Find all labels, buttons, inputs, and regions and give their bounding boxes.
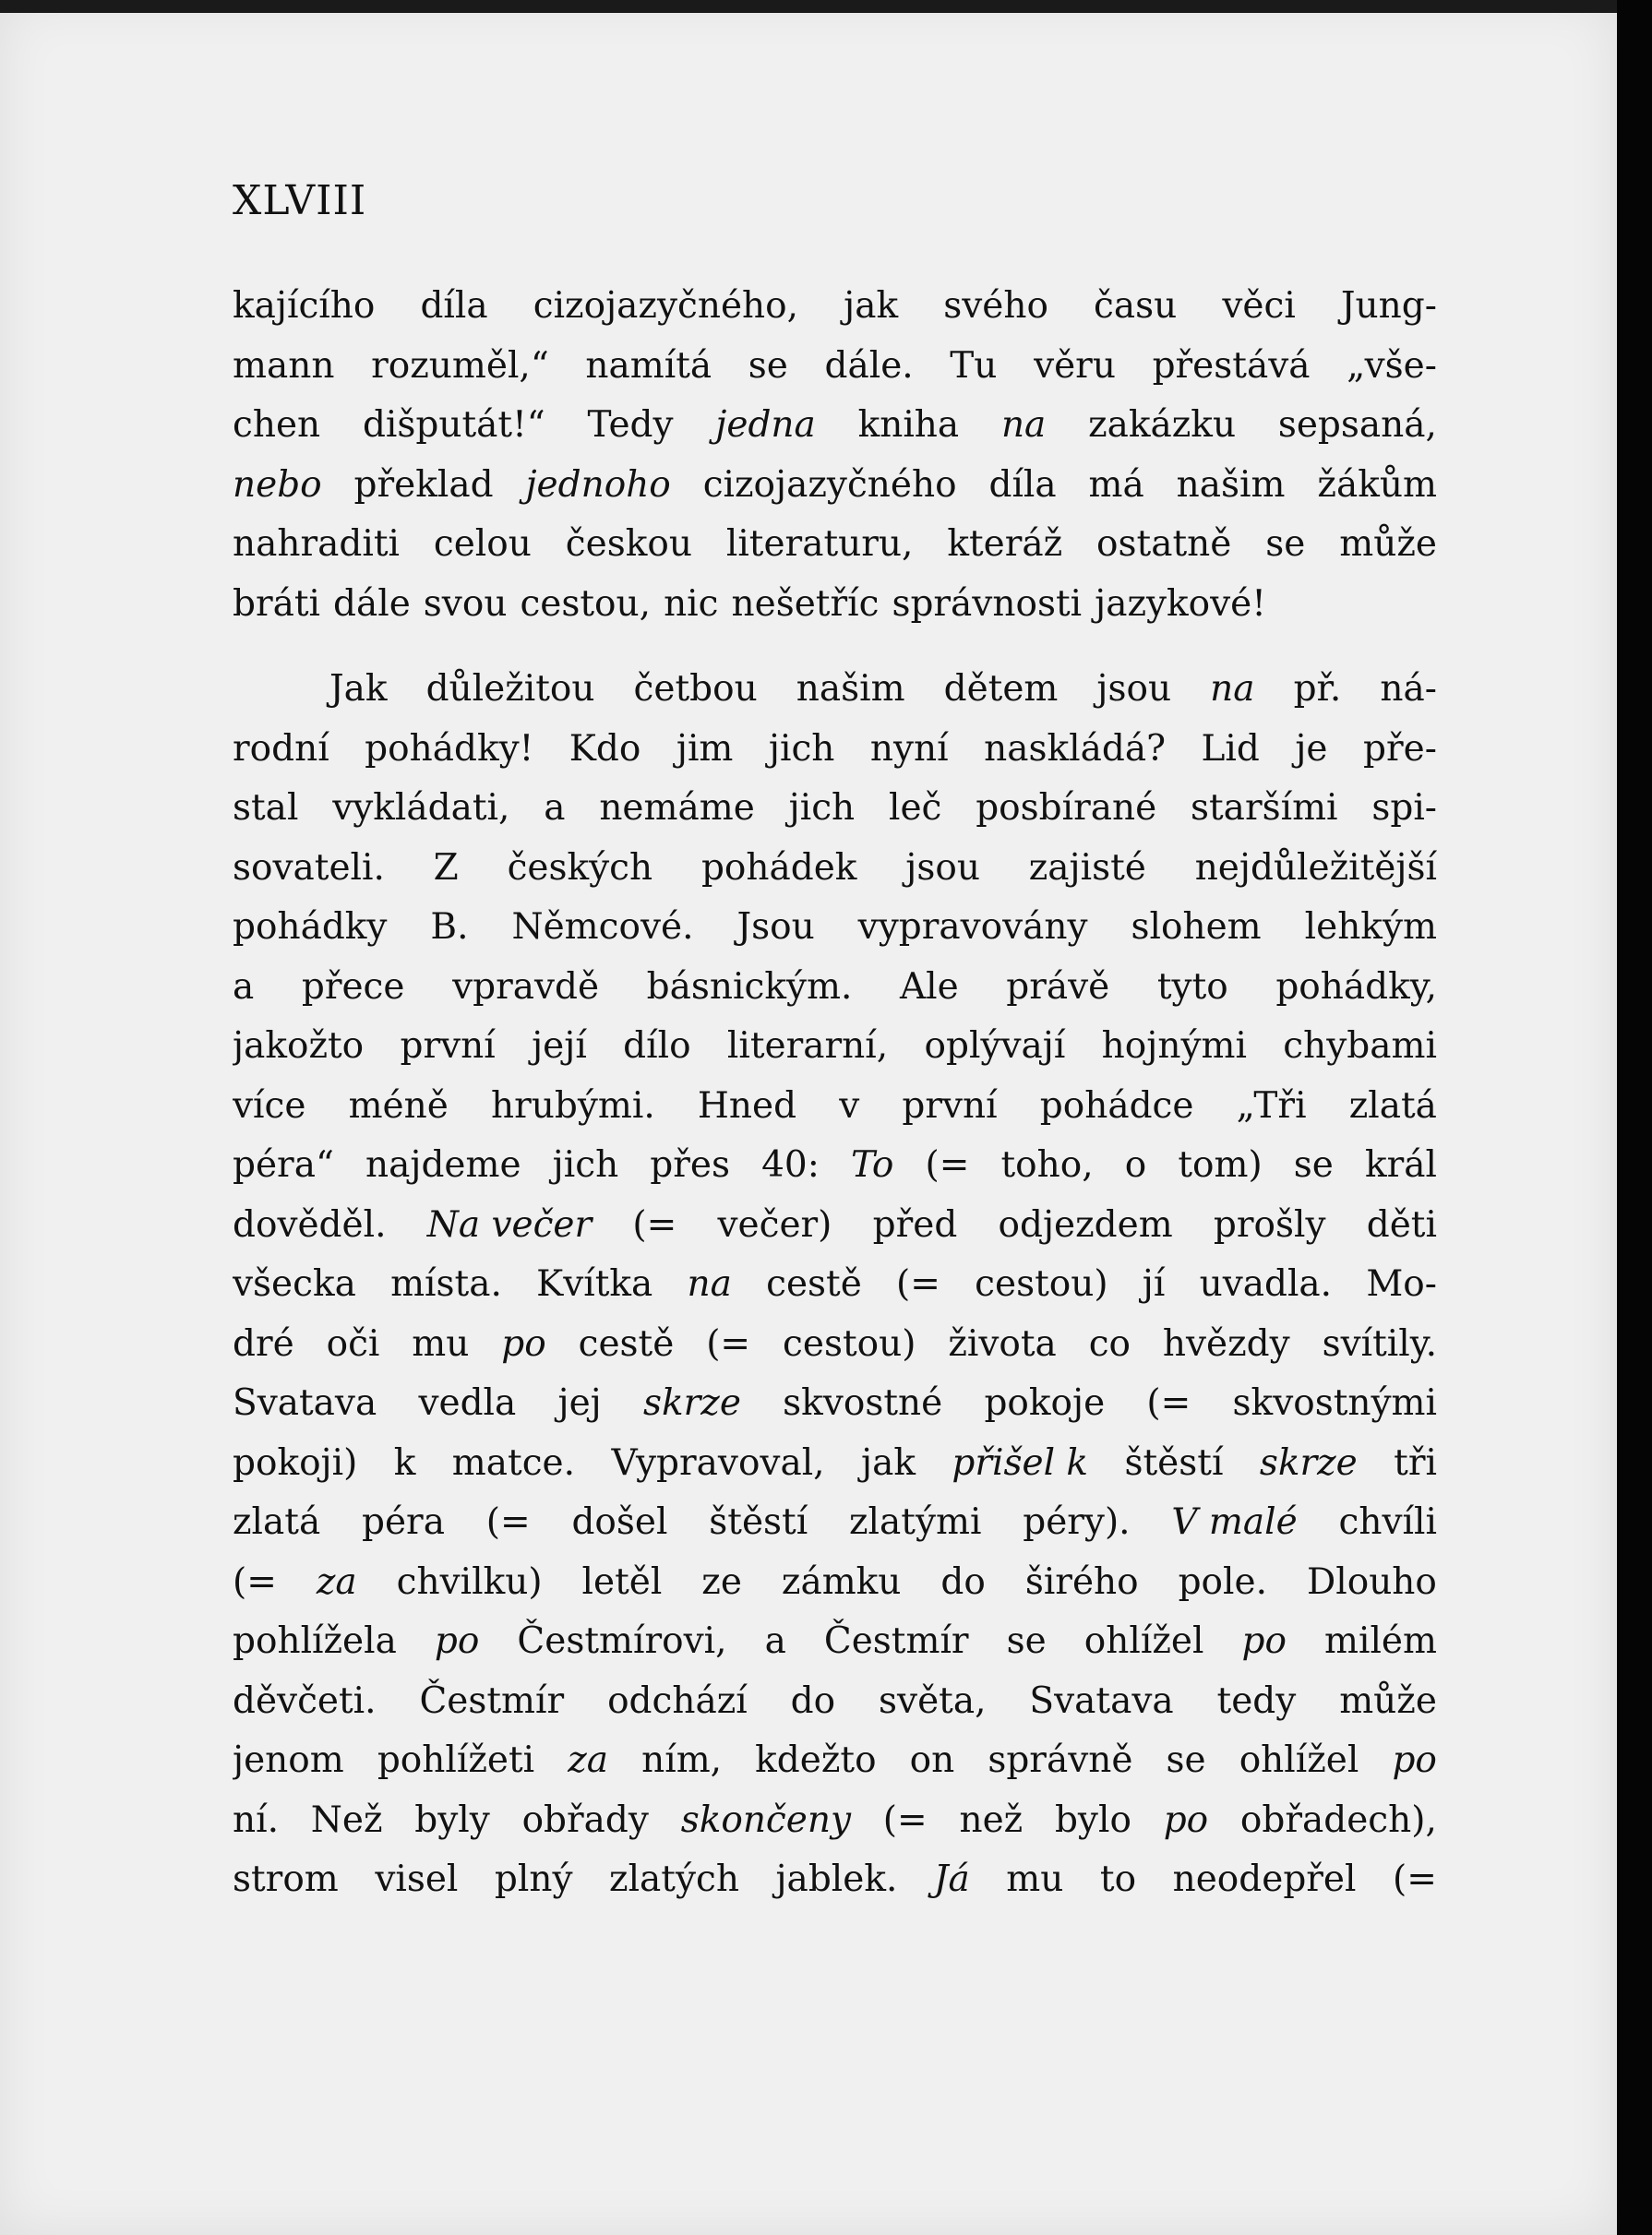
- word: děti: [1366, 1203, 1437, 1246]
- word: místa.: [390, 1263, 502, 1305]
- word: ná-: [1380, 668, 1437, 710]
- word: mann: [233, 344, 335, 387]
- word: pře-: [1363, 727, 1437, 770]
- word: přišel k: [952, 1441, 1089, 1484]
- word: rodní: [233, 727, 329, 770]
- word: jsou: [1096, 668, 1172, 710]
- word: (=: [485, 1501, 531, 1543]
- text-line: [233, 337, 1437, 397]
- word: uvadla.: [1199, 1263, 1333, 1305]
- text-line: [233, 456, 1437, 516]
- word: toho,: [1000, 1144, 1094, 1186]
- word: Vypravoval,: [611, 1441, 825, 1484]
- text-line: [233, 1791, 1437, 1851]
- word: B.: [430, 906, 469, 948]
- word: Ale: [899, 965, 959, 1008]
- word: všecka: [233, 1263, 356, 1305]
- word: Mo-: [1366, 1263, 1437, 1305]
- word: hojnými: [1101, 1025, 1247, 1067]
- word: spi-: [1371, 787, 1437, 829]
- word: Kvítka: [536, 1263, 653, 1305]
- word: než: [959, 1799, 1024, 1841]
- word: po: [434, 1620, 480, 1662]
- word: ní.: [233, 1799, 279, 1841]
- text-line: [233, 779, 1437, 839]
- word: jak: [861, 1441, 916, 1484]
- word: pole.: [1178, 1560, 1267, 1603]
- text-line: [233, 1196, 1437, 1256]
- word: pohádky: [233, 906, 388, 948]
- word: věci: [1222, 285, 1296, 327]
- text-line: [233, 396, 1437, 456]
- word: mu: [1006, 1859, 1064, 1900]
- word: jich: [768, 727, 835, 770]
- word: jak: [844, 285, 899, 327]
- text-line: [233, 1077, 1437, 1137]
- word: na: [1000, 404, 1047, 446]
- text-line: [233, 1612, 1437, 1672]
- word: milém: [1324, 1620, 1437, 1662]
- word: jich: [552, 1144, 619, 1186]
- word: pohádek: [700, 846, 857, 889]
- word: nemáme: [599, 787, 755, 829]
- word: Hned: [697, 1084, 797, 1127]
- word: (=: [1393, 1859, 1437, 1900]
- word: skončeny: [680, 1799, 852, 1841]
- word: zlatá: [1348, 1084, 1437, 1127]
- text-line: [233, 958, 1437, 1018]
- word: večer): [717, 1203, 832, 1246]
- text-line: [233, 1493, 1437, 1553]
- word: pohádky,: [1275, 965, 1437, 1008]
- text-line: [233, 277, 1437, 337]
- word: jej: [557, 1382, 602, 1424]
- word: odjezdem: [998, 1203, 1173, 1246]
- word: pohádky!: [365, 727, 534, 770]
- word: bylo: [1054, 1799, 1131, 1841]
- word: českých: [507, 846, 653, 889]
- word: širého: [1024, 1560, 1139, 1603]
- word: přes: [650, 1144, 730, 1186]
- word: v: [839, 1084, 860, 1127]
- word: skvostnými: [1232, 1382, 1437, 1424]
- word: první: [902, 1084, 998, 1127]
- word: ohlížel: [1239, 1739, 1359, 1781]
- word: první: [400, 1025, 496, 1067]
- word: jakožto: [233, 1025, 365, 1067]
- word: jednoho: [525, 463, 671, 506]
- word: a: [544, 787, 566, 829]
- text-line: [233, 1017, 1437, 1077]
- word: Jak: [329, 668, 388, 710]
- word: tři: [1394, 1441, 1437, 1484]
- text-line: [233, 1315, 1437, 1375]
- text-line: [233, 898, 1437, 958]
- word: pokoji): [233, 1441, 358, 1484]
- scan-top-edge: [0, 0, 1617, 13]
- word: štěstí: [709, 1501, 808, 1543]
- word: namítá: [585, 344, 712, 387]
- word: kniha: [857, 404, 960, 446]
- word: plný: [494, 1859, 573, 1900]
- word: chybami: [1283, 1025, 1437, 1067]
- word: oplývají: [924, 1025, 1066, 1067]
- word: po: [1241, 1620, 1287, 1662]
- body-text: [233, 277, 1437, 1910]
- word: za: [316, 1560, 357, 1603]
- word: věru: [1034, 344, 1116, 387]
- word: celou: [433, 523, 532, 565]
- text-line: [233, 1672, 1437, 1732]
- word: Dlouho: [1306, 1560, 1437, 1603]
- word: dále: [333, 582, 411, 625]
- word: kajícího: [233, 285, 376, 327]
- word: Čestmír: [419, 1679, 565, 1722]
- word: štěstí: [1124, 1441, 1224, 1484]
- word: se: [1166, 1739, 1206, 1781]
- word: života: [948, 1322, 1057, 1365]
- word: našim: [796, 668, 905, 710]
- word: král: [1364, 1144, 1437, 1186]
- word: dišputát!“: [362, 404, 545, 446]
- word: jedna: [715, 404, 816, 446]
- word: př.: [1293, 668, 1342, 710]
- word: Kdo: [569, 727, 641, 770]
- word: V malé: [1171, 1501, 1298, 1543]
- word: Čestmír: [823, 1620, 969, 1662]
- word: rozuměl,“: [371, 344, 549, 387]
- word: Svatava: [1029, 1679, 1174, 1722]
- word: (=: [882, 1799, 928, 1841]
- word: zakázku: [1088, 404, 1237, 446]
- word: svítily.: [1322, 1322, 1437, 1365]
- word: po: [1392, 1739, 1437, 1781]
- word: to: [1099, 1859, 1137, 1900]
- word: žákům: [1317, 463, 1437, 506]
- word: ze: [701, 1560, 742, 1603]
- word: Tu: [950, 344, 998, 387]
- word: chvilku): [396, 1560, 543, 1603]
- word: pohlížela: [233, 1620, 397, 1662]
- text-line: [233, 575, 1437, 635]
- word: došel: [571, 1501, 668, 1543]
- word: mu: [412, 1322, 470, 1365]
- word: kdežto: [755, 1739, 877, 1781]
- word: odchází: [607, 1679, 748, 1722]
- text-line: [233, 1374, 1437, 1434]
- word: o: [1124, 1144, 1147, 1186]
- word: jim: [676, 727, 734, 770]
- word: tedy: [1216, 1679, 1297, 1722]
- word: péra: [362, 1501, 445, 1543]
- word: po: [501, 1322, 546, 1365]
- text-line: [233, 1136, 1437, 1196]
- word: a: [233, 965, 255, 1008]
- word: díla: [420, 285, 488, 327]
- word: se: [748, 344, 788, 387]
- text-line: [233, 720, 1437, 780]
- word: dětem: [943, 668, 1059, 710]
- word: visel: [375, 1859, 459, 1900]
- word: skvostné: [783, 1382, 943, 1424]
- word: Z: [433, 846, 459, 889]
- word: jablek.: [775, 1859, 898, 1900]
- word: jazykové!: [1095, 582, 1266, 625]
- word: zajisté: [1028, 846, 1146, 889]
- word: pokoje: [984, 1382, 1106, 1424]
- word: chvíli: [1338, 1501, 1437, 1543]
- word: (=: [632, 1203, 677, 1246]
- word: více: [233, 1084, 306, 1127]
- word: překlad: [353, 463, 494, 506]
- word: Jung-: [1340, 285, 1437, 327]
- word: zlatá: [233, 1501, 321, 1543]
- word: správnosti: [892, 582, 1083, 625]
- word: vykládati,: [332, 787, 510, 829]
- word: vypravovány: [857, 906, 1088, 948]
- word: sepsaná,: [1277, 404, 1437, 446]
- word: je: [1295, 727, 1328, 770]
- word: obřady: [521, 1799, 649, 1841]
- word: Než: [310, 1799, 383, 1841]
- word: právě: [1006, 965, 1110, 1008]
- word: on: [909, 1739, 955, 1781]
- word: „Tři: [1236, 1084, 1307, 1127]
- word: Čestmírovi,: [517, 1620, 727, 1662]
- text-line: [233, 839, 1437, 899]
- word: vpravdě: [452, 965, 600, 1008]
- word: posbírané: [976, 787, 1157, 829]
- word: cizojazyčného,: [533, 285, 799, 327]
- word: hrubými.: [490, 1084, 655, 1127]
- word: tyto: [1156, 965, 1228, 1008]
- word: cestou,: [520, 582, 652, 625]
- word: na: [1210, 668, 1255, 710]
- page-number: XLVIII: [233, 177, 367, 224]
- word: letěl: [581, 1560, 663, 1603]
- text-line: [233, 1850, 1437, 1910]
- word: To: [850, 1144, 894, 1186]
- word: času: [1094, 285, 1178, 327]
- word: jsou: [905, 846, 980, 889]
- word: literaturu,: [725, 523, 914, 565]
- word: dověděl.: [233, 1203, 387, 1246]
- word: méně: [348, 1084, 449, 1127]
- word: pohlížeti: [377, 1739, 535, 1781]
- word: k: [393, 1441, 416, 1484]
- text-line: [233, 1255, 1437, 1315]
- word: děvčeti.: [233, 1679, 377, 1722]
- word: tom): [1178, 1144, 1263, 1186]
- word: na: [687, 1263, 732, 1305]
- word: skrze: [1259, 1441, 1358, 1484]
- word: kteráž: [947, 523, 1063, 565]
- word: cestou): [783, 1322, 916, 1365]
- word: nic: [664, 582, 719, 625]
- word: Tedy: [587, 404, 674, 446]
- word: přece: [301, 965, 405, 1008]
- word: oči: [326, 1322, 380, 1365]
- word: a: [764, 1620, 786, 1662]
- word: nešetříc: [731, 582, 880, 625]
- text-line: [233, 660, 1437, 720]
- word: hvězdy: [1162, 1322, 1290, 1365]
- word: naskládá?: [984, 727, 1167, 770]
- word: (=: [706, 1322, 751, 1365]
- word: může: [1339, 1679, 1437, 1722]
- word: cizojazyčného: [702, 463, 957, 506]
- word: najdeme: [365, 1144, 521, 1186]
- word: zámku: [781, 1560, 902, 1603]
- word: našim: [1176, 463, 1286, 506]
- word: chen: [233, 404, 321, 446]
- paragraph-1: [233, 277, 1437, 634]
- word: cestou): [975, 1263, 1108, 1305]
- word: nyní: [869, 727, 949, 770]
- word: obřadech),: [1239, 1799, 1437, 1841]
- word: do: [940, 1560, 986, 1603]
- word: jich: [788, 787, 856, 829]
- word: zlatými: [849, 1501, 982, 1543]
- word: její: [532, 1025, 587, 1067]
- word: leč: [888, 787, 942, 829]
- word: Já: [933, 1859, 970, 1900]
- text-line: [233, 1731, 1437, 1791]
- word: za: [568, 1739, 609, 1781]
- text-line: [233, 515, 1437, 575]
- word: svého: [943, 285, 1048, 327]
- word: (=: [896, 1263, 940, 1305]
- word: vedla: [418, 1382, 517, 1424]
- word: básnickým.: [646, 965, 853, 1008]
- word: péry).: [1023, 1501, 1131, 1543]
- word: co: [1088, 1322, 1131, 1365]
- word: cestě: [578, 1322, 675, 1365]
- word: „vše-: [1347, 344, 1437, 387]
- word: (=: [925, 1144, 970, 1186]
- word: Svatava: [233, 1382, 377, 1424]
- word: jí: [1142, 1263, 1166, 1305]
- word: matce.: [451, 1441, 576, 1484]
- word: cestě: [766, 1263, 862, 1305]
- word: péra“: [233, 1144, 334, 1186]
- word: ním,: [641, 1739, 723, 1781]
- word: zlatých: [609, 1859, 739, 1900]
- word: do: [790, 1679, 836, 1722]
- word: pohádce: [1039, 1084, 1194, 1127]
- word: neodepřel: [1172, 1859, 1357, 1900]
- word: Němcové.: [511, 906, 694, 948]
- word: Lid: [1201, 727, 1260, 770]
- word: Jsou: [736, 906, 815, 948]
- word: prošly: [1213, 1203, 1326, 1246]
- text-line: [233, 1434, 1437, 1494]
- scan-right-edge: [1617, 0, 1652, 2235]
- word: lehkým: [1304, 906, 1437, 948]
- word: světa,: [879, 1679, 987, 1722]
- word: literarní,: [726, 1025, 889, 1067]
- word: díla: [988, 463, 1057, 506]
- word: nejdůležitější: [1194, 846, 1437, 889]
- paragraph-2: [233, 660, 1437, 1910]
- word: po: [1163, 1799, 1209, 1841]
- word: nebo: [233, 463, 322, 506]
- word: 40:: [761, 1144, 820, 1186]
- word: staršími: [1191, 787, 1338, 829]
- word: správně: [988, 1739, 1133, 1781]
- word: Na večer: [426, 1203, 593, 1246]
- word: (=: [1146, 1382, 1191, 1424]
- word: může: [1339, 523, 1437, 565]
- word: se: [1293, 1144, 1334, 1186]
- word: se: [1265, 523, 1306, 565]
- word: dré: [233, 1322, 294, 1365]
- word: skrze: [643, 1382, 741, 1424]
- word: (=: [233, 1560, 277, 1603]
- word: sovateli.: [233, 846, 385, 889]
- word: přestává: [1152, 344, 1311, 387]
- word: slohem: [1131, 906, 1262, 948]
- word: ostatně: [1096, 523, 1232, 565]
- word: svou: [423, 582, 508, 625]
- word: dílo: [623, 1025, 691, 1067]
- word: jenom: [233, 1739, 344, 1781]
- word: důležitou: [425, 668, 595, 710]
- word: nahraditi: [233, 523, 400, 565]
- word: českou: [565, 523, 692, 565]
- word: byly: [414, 1799, 490, 1841]
- text-line: [233, 1553, 1437, 1613]
- word: se: [1006, 1620, 1047, 1662]
- word: strom: [233, 1859, 339, 1900]
- word: ohlížel: [1083, 1620, 1204, 1662]
- word: stal: [233, 787, 299, 829]
- word: před: [872, 1203, 958, 1246]
- word: dále.: [824, 344, 914, 387]
- word: četbou: [633, 668, 758, 710]
- word: bráti: [233, 582, 321, 625]
- word: má: [1088, 463, 1144, 506]
